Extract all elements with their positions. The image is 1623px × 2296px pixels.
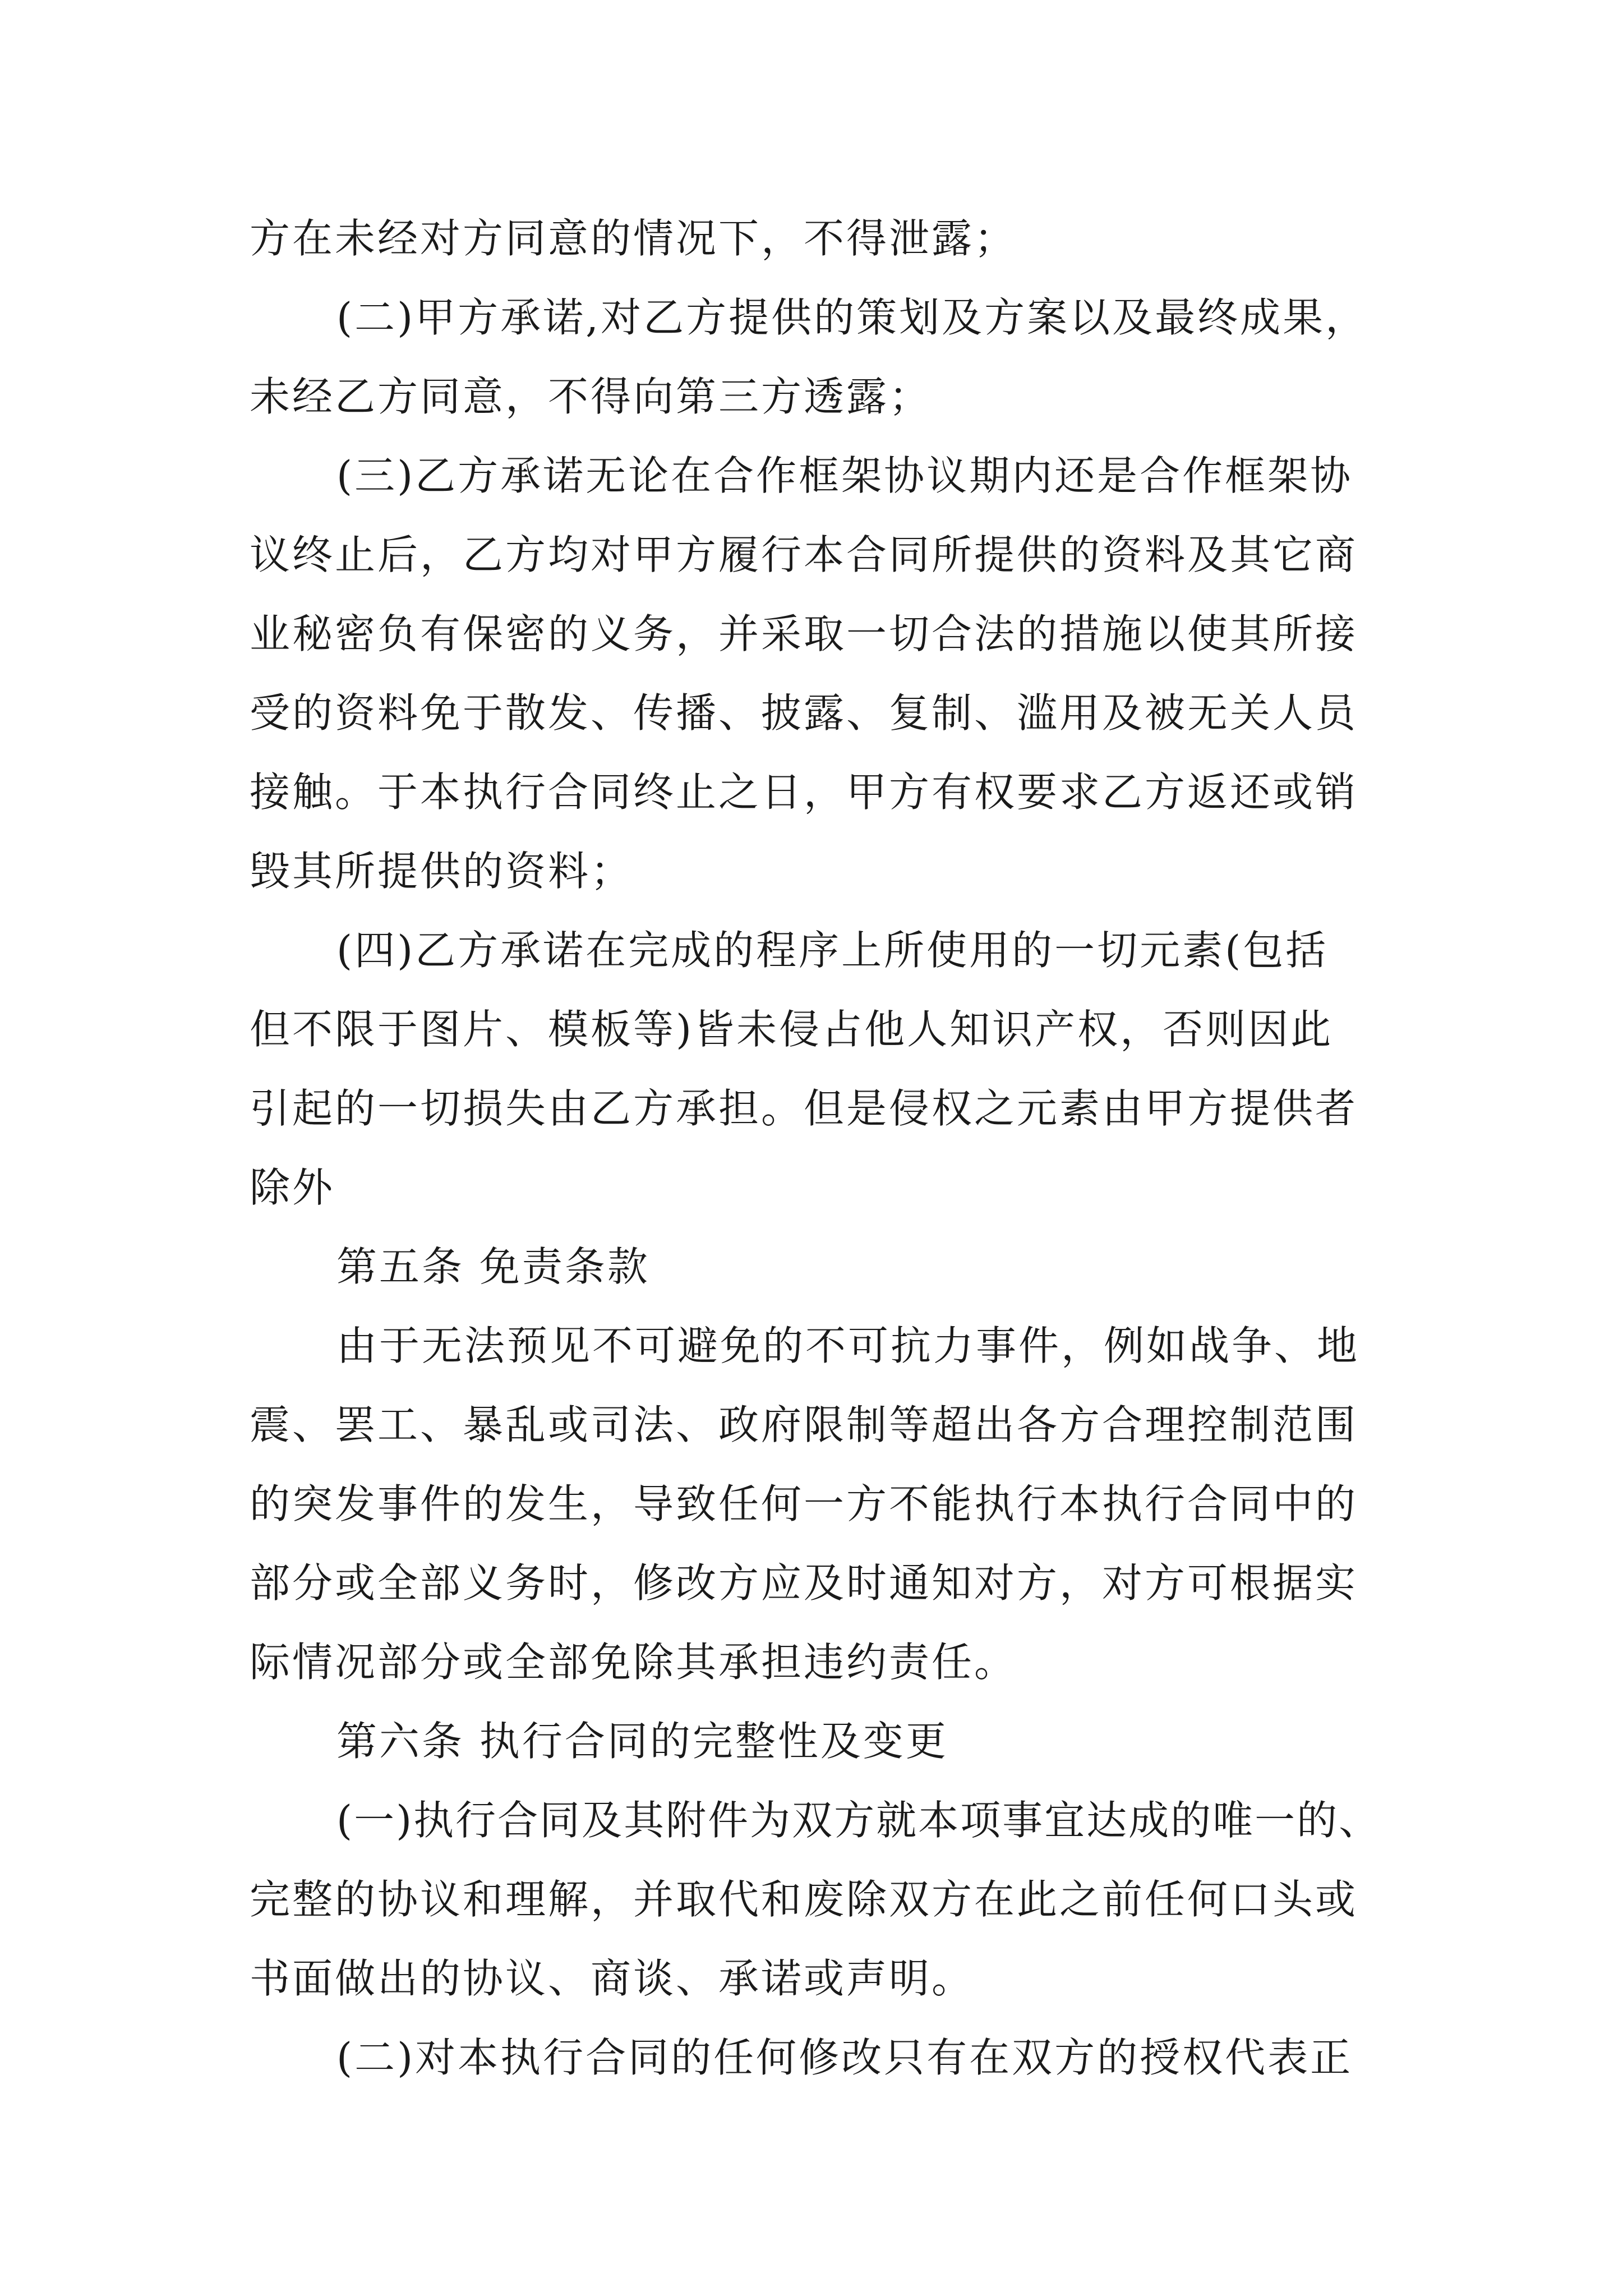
text-line: 除外 xyxy=(250,1164,335,1211)
text-line: 接触。于本执行合同终止之日，甲方有权要求乙方返还或销 xyxy=(250,769,1358,816)
text-line: (二)对本执行合同的任何修改只有在双方的授权代表正 xyxy=(336,2034,1353,2081)
section-heading: 第五条 免责条款 xyxy=(336,1243,650,1290)
text-line: 议终止后，乙方均对甲方履行本合同所提供的资料及其它商 xyxy=(250,531,1358,578)
text-line: 但不限于图片、模板等)皆未侵占他人知识产权，否则因此 xyxy=(250,1006,1334,1053)
text-line: 受的资料免于散发、传播、披露、复制、滥用及被无关人员 xyxy=(250,689,1358,737)
text-line: (二)甲方承诺,对乙方提供的策划及方案以及最终成果， xyxy=(336,294,1368,341)
text-line: 际情况部分或全部免除其承担违约责任。 xyxy=(250,1639,1017,1686)
document-body xyxy=(250,199,1388,2097)
text-line: 由于无法预见不可避免的不可抗力事件，例如战争、地 xyxy=(336,1322,1360,1369)
text-line: (一)执行合同及其附件为双方就本项事宜达成的唯一的、 xyxy=(336,1797,1381,1844)
text-line: 业秘密负有保密的义务，并采取一切合法的措施以使其所接 xyxy=(250,610,1358,657)
text-line: (三)乙方承诺无论在合作框架协议期内还是合作框架协 xyxy=(336,452,1353,499)
text-line: 方在未经对方同意的情况下，不得泄露； xyxy=(250,215,1017,262)
text-line: (四)乙方承诺在完成的程序上所使用的一切元素(包括 xyxy=(336,927,1329,974)
text-line: 未经乙方同意，不得向第三方透露； xyxy=(250,373,932,420)
text-line: 部分或全部义务时，修改方应及时通知对方，对方可根据实 xyxy=(250,1559,1358,1607)
text-line: 书面做出的协议、商谈、承诺或声明。 xyxy=(250,1955,975,2002)
text-line: 引起的一切损失由乙方承担。但是侵权之元素由甲方提供者 xyxy=(250,1085,1358,1132)
section-heading: 第六条 执行合同的完整性及变更 xyxy=(336,1718,948,1765)
text-line: 震、罢工、暴乱或司法、政府限制等超出各方合理控制范围 xyxy=(250,1401,1358,1448)
text-line: 的突发事件的发生，导致任何一方不能执行本执行合同中的 xyxy=(250,1480,1358,1527)
text-line: 毁其所提供的资料； xyxy=(250,848,634,895)
text-line: 完整的协议和理解，并取代和废除双方在此之前任何口头或 xyxy=(250,1876,1358,1923)
